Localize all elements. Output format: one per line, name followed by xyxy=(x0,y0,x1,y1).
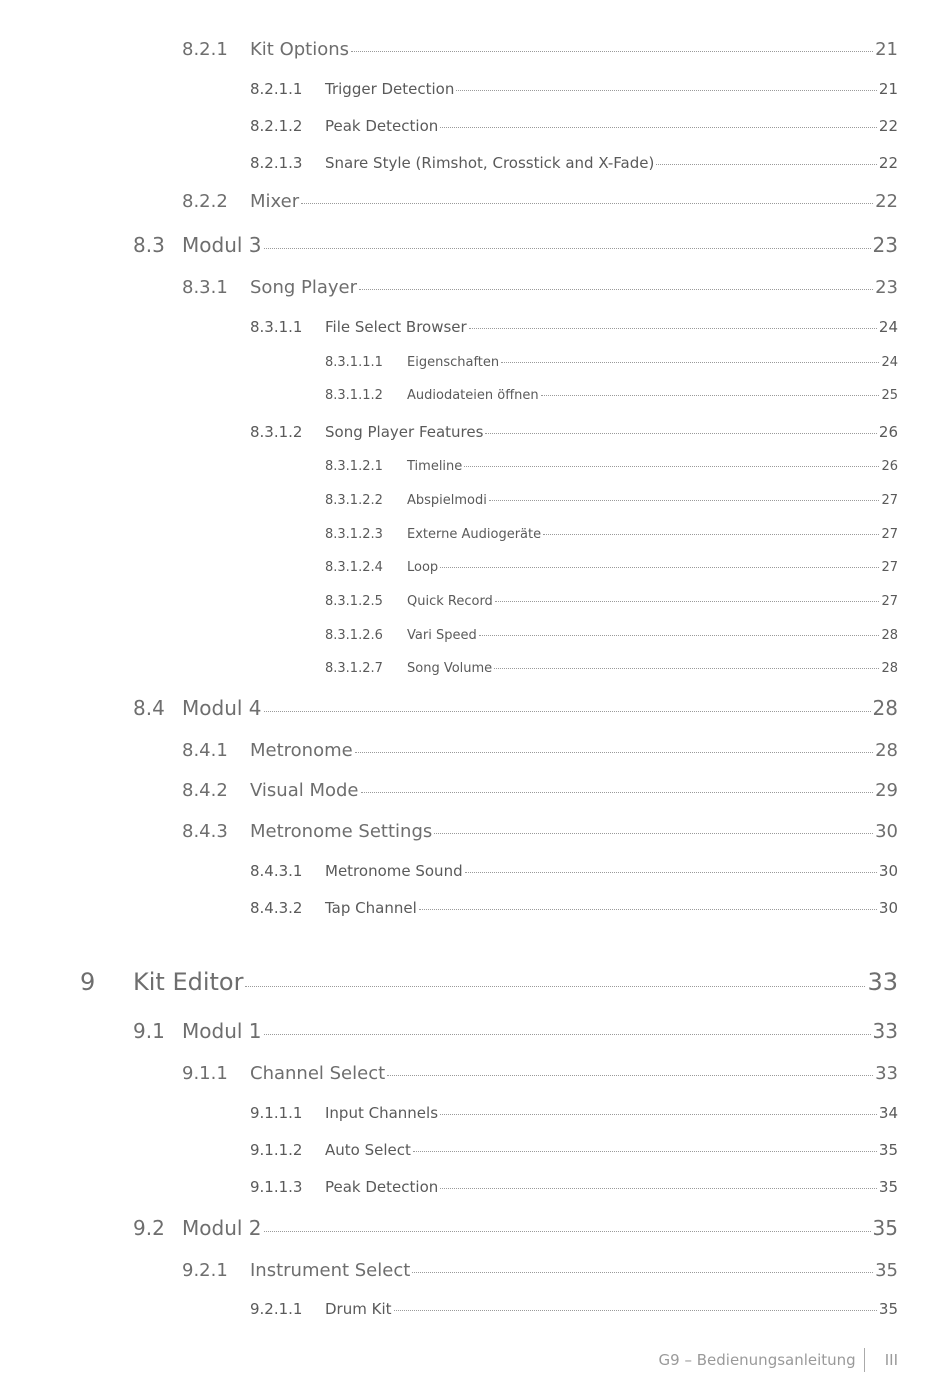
toc-entry[interactable] xyxy=(133,696,898,720)
toc-leader xyxy=(541,394,880,396)
toc-title: Input Channels xyxy=(325,1104,439,1122)
toc-title: Peak Detection xyxy=(325,117,439,135)
toc-leader xyxy=(494,667,879,669)
toc-number: 9.1.1 xyxy=(182,1063,228,1084)
toc-entry[interactable] xyxy=(250,318,898,336)
toc-entry[interactable] xyxy=(250,117,898,135)
toc-entry[interactable] xyxy=(325,493,898,508)
toc-page-number: 35 xyxy=(875,1260,898,1281)
toc-number: 8.2.1.2 xyxy=(250,117,303,135)
toc-page-number: 23 xyxy=(875,277,898,298)
toc-number: 8.4.3.2 xyxy=(250,899,303,917)
toc-entry[interactable] xyxy=(325,661,898,676)
toc-leader xyxy=(656,163,877,165)
toc-title: Modul 1 xyxy=(182,1019,262,1043)
toc-entry[interactable] xyxy=(182,39,898,60)
toc-leader xyxy=(412,1271,873,1273)
toc-title: Metronome Settings xyxy=(250,821,433,842)
toc-leader xyxy=(464,465,879,467)
toc-leader xyxy=(264,710,871,712)
toc-title: Peak Detection xyxy=(325,1178,439,1196)
toc-page-number: 27 xyxy=(881,594,898,609)
toc-title: Snare Style (Rimshot, Crosstick and X-Fade) xyxy=(325,154,655,172)
toc-entry[interactable] xyxy=(182,740,898,761)
toc-page-number: 27 xyxy=(881,527,898,542)
toc-number: 9.2.1.1 xyxy=(250,1300,303,1318)
toc-entry[interactable] xyxy=(182,277,898,298)
toc-title: Song Volume xyxy=(407,661,493,676)
toc-title: Metronome Sound xyxy=(325,862,463,880)
footer-divider xyxy=(864,1348,865,1372)
toc-number: 8.3.1.2.6 xyxy=(325,628,383,643)
toc-entry[interactable] xyxy=(325,527,898,542)
toc-entry[interactable] xyxy=(250,154,898,172)
toc-leader xyxy=(434,832,873,834)
toc-page-number: 22 xyxy=(875,191,898,212)
toc-entry[interactable] xyxy=(133,1019,898,1043)
toc-title: Audiodateien öffnen xyxy=(407,388,539,403)
toc-title: Trigger Detection xyxy=(325,80,455,98)
toc-leader xyxy=(440,1113,877,1115)
toc-title: Instrument Select xyxy=(250,1260,411,1281)
toc-leader xyxy=(543,533,879,535)
toc-title: Auto Select xyxy=(325,1141,411,1159)
toc-page-number: 25 xyxy=(881,388,898,403)
toc-number: 8.3.1.2.5 xyxy=(325,594,383,609)
toc-page-number: 29 xyxy=(875,780,898,801)
toc-entry[interactable] xyxy=(325,628,898,643)
toc-page-number: 28 xyxy=(881,661,898,676)
toc-title: Abspielmodi xyxy=(407,493,487,508)
toc-entry[interactable] xyxy=(250,1104,898,1122)
toc-title: Modul 3 xyxy=(182,233,262,257)
toc-leader xyxy=(264,1230,871,1232)
toc-entry[interactable] xyxy=(182,191,898,212)
page-footer xyxy=(600,1348,898,1372)
toc-leader xyxy=(351,50,873,52)
toc-number: 8.3 xyxy=(133,233,165,257)
toc-number: 9.1.1.3 xyxy=(250,1178,303,1196)
toc-title: Song Player Features xyxy=(325,423,484,441)
toc-title: Timeline xyxy=(407,459,463,474)
toc-page-number: 24 xyxy=(881,355,898,370)
toc-page-number: 35 xyxy=(878,1178,898,1196)
toc-leader xyxy=(479,634,880,636)
toc-leader xyxy=(301,202,873,204)
toc-number: 8.3.1.2.4 xyxy=(325,560,383,575)
toc-entry[interactable] xyxy=(325,560,898,575)
toc-leader xyxy=(387,1074,873,1076)
toc-title: Mixer xyxy=(250,191,300,212)
toc-chapter-entry[interactable] xyxy=(80,968,898,996)
toc-number: 8.3.1.2 xyxy=(250,423,303,441)
toc-page-number: 22 xyxy=(878,154,898,172)
toc-page-number: 26 xyxy=(878,423,898,441)
toc-page-number: 26 xyxy=(881,459,898,474)
toc-title: Kit Editor xyxy=(133,968,244,996)
toc-number: 8.2.1 xyxy=(182,39,228,60)
toc-number: 8.2.1.3 xyxy=(250,154,303,172)
toc-leader xyxy=(501,361,879,363)
toc-title: Metronome xyxy=(250,740,353,761)
toc-leader xyxy=(456,89,877,91)
toc-title: Eigenschaften xyxy=(407,355,500,370)
toc-leader xyxy=(413,1150,877,1152)
toc-number: 8.3.1.1 xyxy=(250,318,303,336)
toc-number: 9.1.1.2 xyxy=(250,1141,303,1159)
toc-title: Externe Audiogeräte xyxy=(407,527,542,542)
toc-leader xyxy=(440,126,877,128)
toc-number: 8.4.3.1 xyxy=(250,862,303,880)
toc-leader xyxy=(485,432,876,434)
toc-leader xyxy=(361,791,874,793)
toc-leader xyxy=(440,1187,877,1189)
toc-number: 8.4.2 xyxy=(182,780,228,801)
toc-leader xyxy=(394,1309,877,1311)
toc-number: 8.3.1.2.7 xyxy=(325,661,383,676)
toc-number: 9.2 xyxy=(133,1216,165,1240)
toc-page-number: 21 xyxy=(875,39,898,60)
toc-title: Tap Channel xyxy=(325,899,417,917)
toc-number: 8.3.1.1.1 xyxy=(325,355,383,370)
toc-entry[interactable] xyxy=(250,1178,898,1196)
toc-leader xyxy=(440,566,879,568)
toc-leader xyxy=(489,499,880,501)
toc-leader xyxy=(245,985,865,987)
toc-page-number: 23 xyxy=(872,233,898,257)
toc-title: Kit Options xyxy=(250,39,350,60)
toc-page-number: 33 xyxy=(875,1063,898,1084)
toc-entry[interactable] xyxy=(250,1141,898,1159)
toc-entry[interactable] xyxy=(250,1300,898,1318)
toc-leader xyxy=(469,327,877,329)
toc-leader xyxy=(264,1033,871,1035)
toc-number: 9.1.1.1 xyxy=(250,1104,303,1122)
toc-page-number: 24 xyxy=(878,318,898,336)
toc-leader xyxy=(495,600,880,602)
toc-page-number: 33 xyxy=(872,1019,898,1043)
toc-title: Channel Select xyxy=(250,1063,386,1084)
toc-leader xyxy=(465,871,877,873)
toc-title: Visual Mode xyxy=(250,780,359,801)
toc-page-number: 30 xyxy=(878,899,898,917)
toc-number: 9 xyxy=(80,968,96,996)
toc-number: 8.2.1.1 xyxy=(250,80,303,98)
toc-number: 8.3.1.2.2 xyxy=(325,493,383,508)
toc-entry[interactable] xyxy=(325,459,898,474)
toc-page-number: 28 xyxy=(875,740,898,761)
toc-entry[interactable] xyxy=(133,233,898,257)
toc-number: 8.4 xyxy=(133,696,165,720)
toc-title: Quick Record xyxy=(407,594,493,609)
toc-title: File Select Browser xyxy=(325,318,467,336)
toc-number: 9.2.1 xyxy=(182,1260,228,1281)
toc-page-number: 34 xyxy=(878,1104,898,1122)
toc-entry[interactable] xyxy=(325,355,898,370)
toc-title: Vari Speed xyxy=(407,628,477,643)
toc-page-number: 21 xyxy=(878,80,898,98)
toc-title: Loop xyxy=(407,560,439,575)
toc-leader xyxy=(355,751,873,753)
toc-page-number: 27 xyxy=(881,493,898,508)
toc-page-number: 33 xyxy=(867,968,898,996)
toc-page-number: 30 xyxy=(875,821,898,842)
toc-page-number: 35 xyxy=(878,1300,898,1318)
toc-page-number: 22 xyxy=(878,117,898,135)
footer-doc-title: G9 – Bedienungsanleitung xyxy=(658,1351,856,1369)
toc-page-number: 27 xyxy=(881,560,898,575)
toc-page-number: 28 xyxy=(881,628,898,643)
toc-entry[interactable] xyxy=(182,821,898,842)
toc-leader xyxy=(359,288,873,290)
toc-number: 9.1 xyxy=(133,1019,165,1043)
toc-number: 8.3.1 xyxy=(182,277,228,298)
toc-entry[interactable] xyxy=(250,862,898,880)
toc-number: 8.3.1.2.3 xyxy=(325,527,383,542)
toc-title: Modul 2 xyxy=(182,1216,262,1240)
toc-entry[interactable] xyxy=(182,780,898,801)
toc-leader xyxy=(264,247,871,249)
toc-entry[interactable] xyxy=(133,1216,898,1240)
toc-number: 8.2.2 xyxy=(182,191,228,212)
toc-page-number: 28 xyxy=(872,696,898,720)
toc-title: Song Player xyxy=(250,277,358,298)
toc-number: 8.3.1.2.1 xyxy=(325,459,383,474)
footer-page-number: III xyxy=(884,1351,898,1369)
toc-entry[interactable] xyxy=(325,388,898,403)
toc-entry[interactable] xyxy=(250,80,898,98)
toc-entry[interactable] xyxy=(182,1063,898,1084)
toc-number: 8.4.3 xyxy=(182,821,228,842)
toc-page-number: 35 xyxy=(878,1141,898,1159)
toc-page-number: 35 xyxy=(872,1216,898,1240)
toc-page-number: 30 xyxy=(878,862,898,880)
toc-number: 8.3.1.1.2 xyxy=(325,388,383,403)
toc-entry[interactable] xyxy=(182,1260,898,1281)
toc-leader xyxy=(419,908,877,910)
toc-entry[interactable] xyxy=(250,899,898,917)
toc-entry[interactable] xyxy=(250,423,898,441)
toc-title: Drum Kit xyxy=(325,1300,392,1318)
toc-number: 8.4.1 xyxy=(182,740,228,761)
toc-entry[interactable] xyxy=(325,594,898,609)
toc-title: Modul 4 xyxy=(182,696,262,720)
